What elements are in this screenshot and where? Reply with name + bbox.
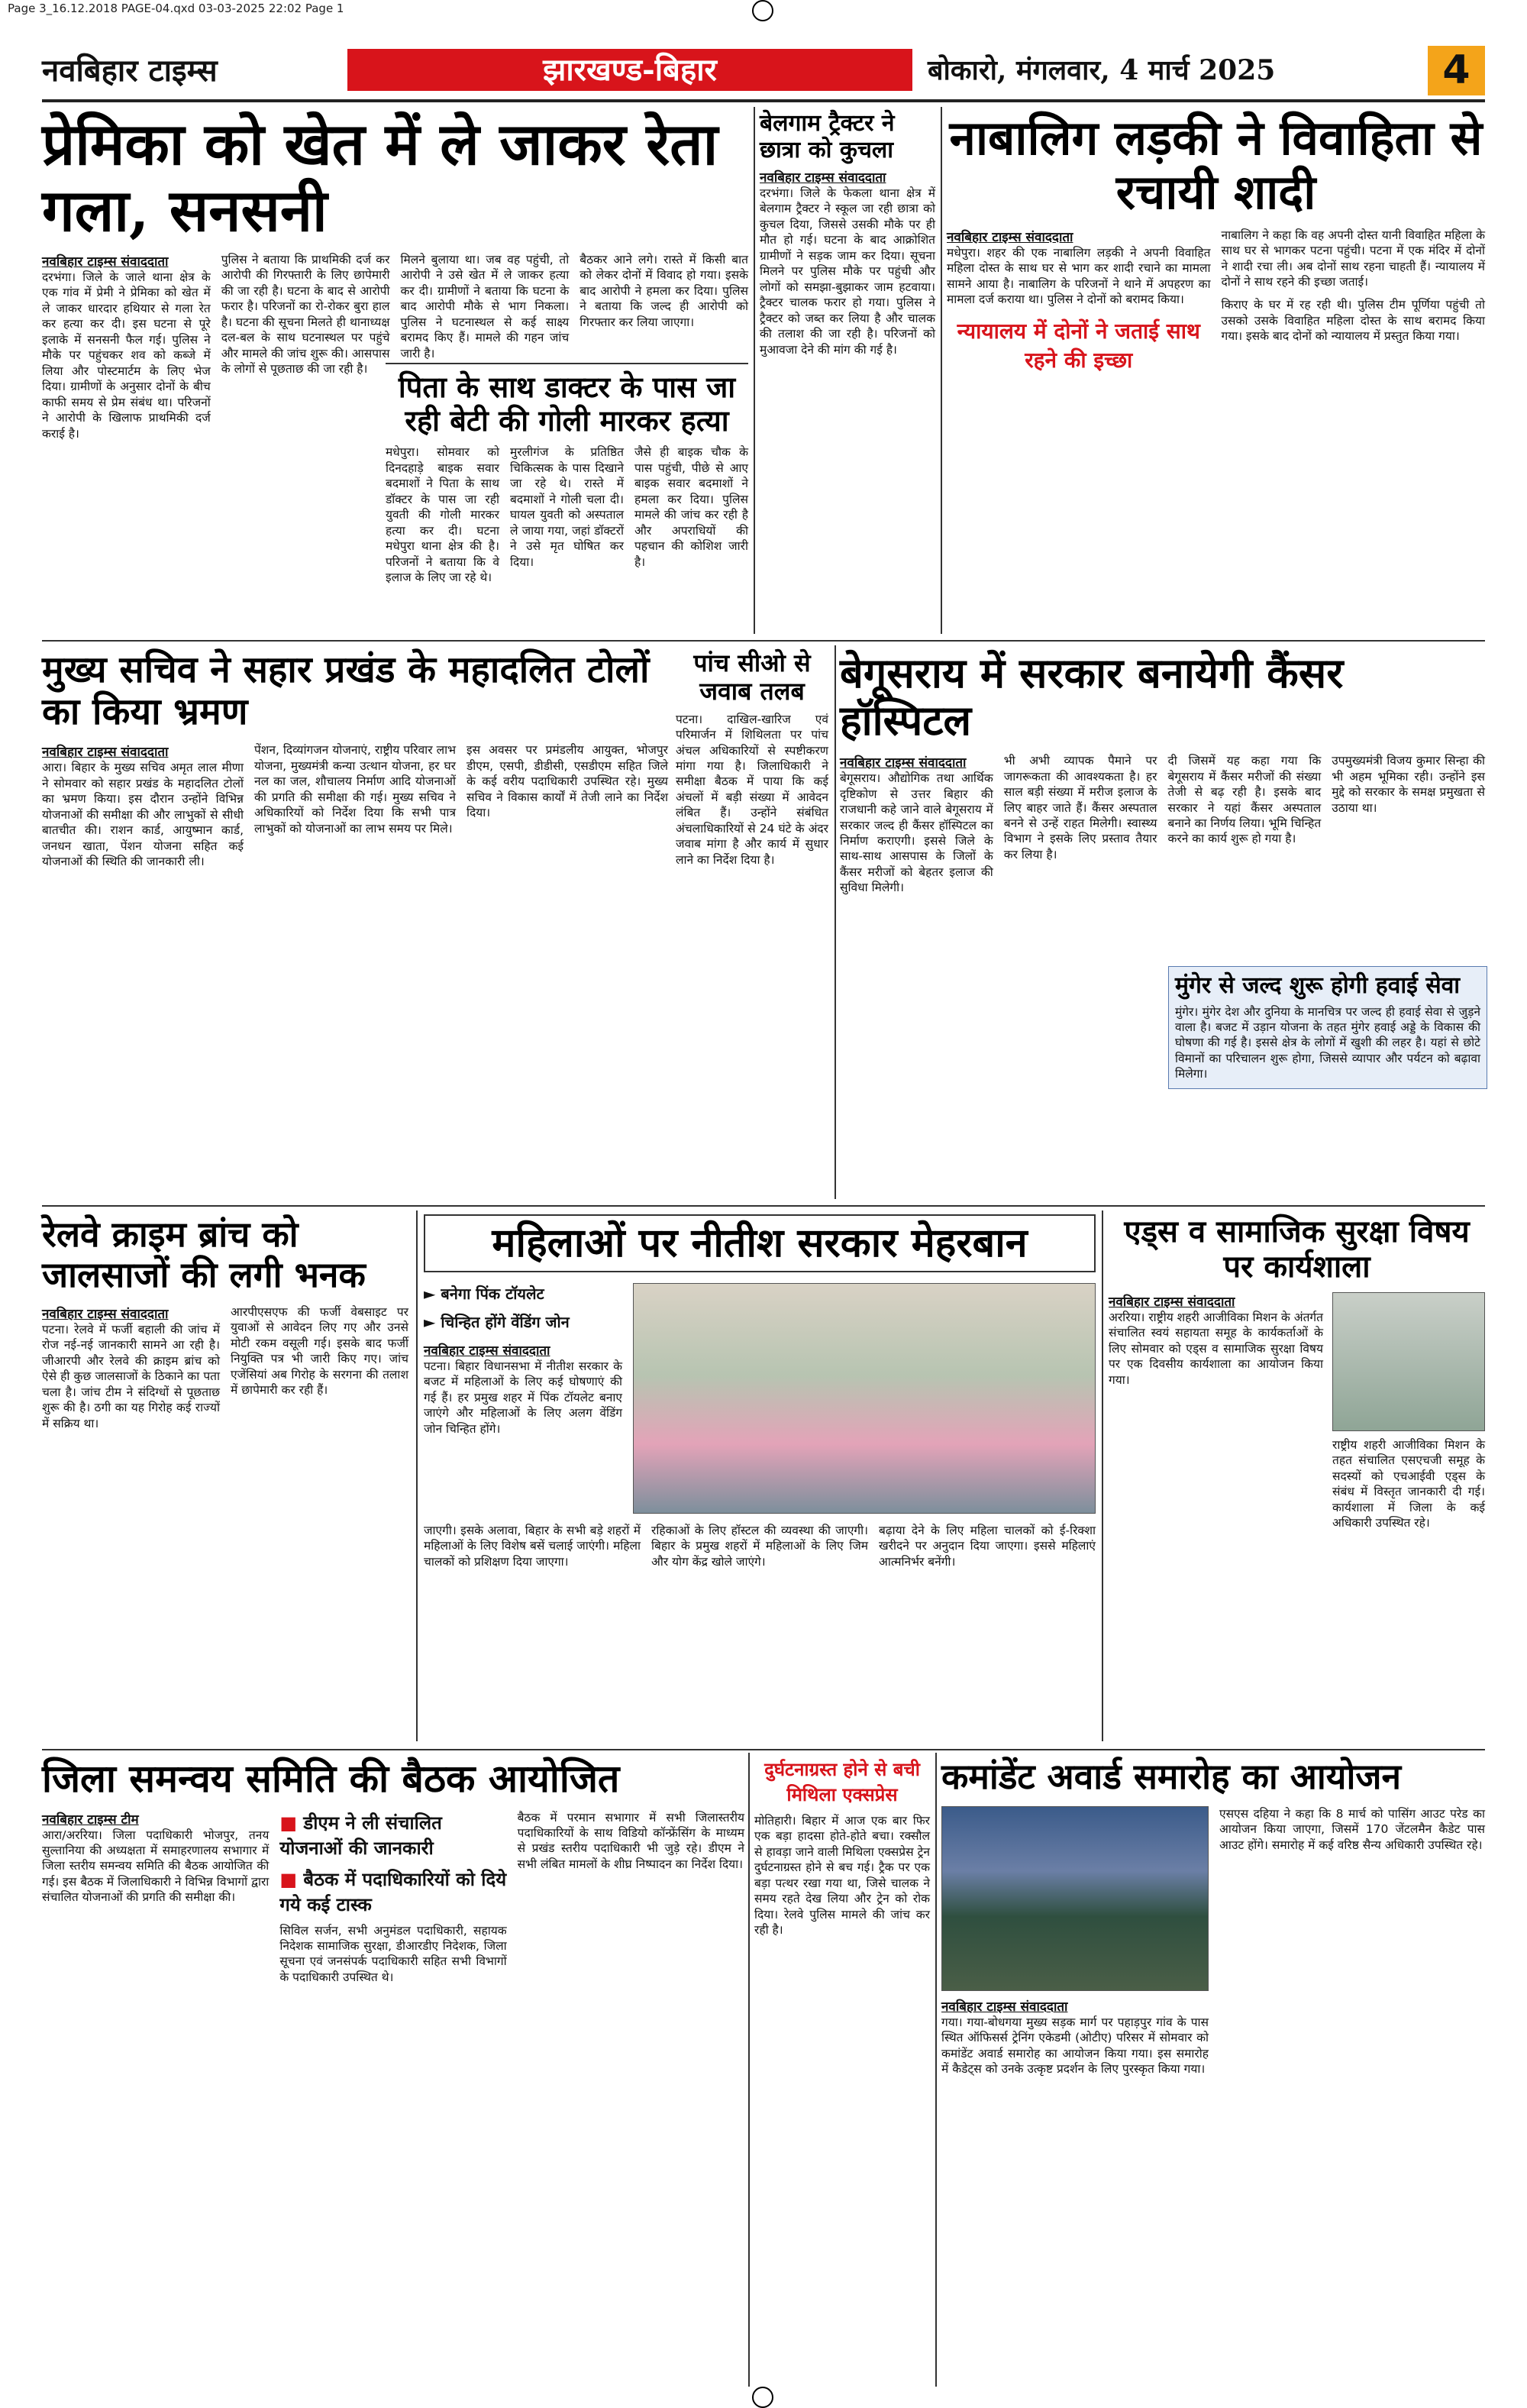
subheading — [279, 1810, 506, 1860]
story-minor-marriage — [947, 111, 1485, 383]
body-text: बढ़ाया देने के लिए महिला चालकों को ई-रिक्शा खरीदने पर अनुदान दिया जाएगा। इससे महिलाएं आत्मनिर्भर बनेंगी। — [879, 1523, 1096, 1569]
headline: पिता के साथ डाक्टर के पास जा रही बेटी की गोली मारकर हत्या — [398, 370, 736, 438]
story-five-co — [676, 649, 828, 868]
story-railway-crime — [42, 1214, 408, 1431]
body-text: उपमुख्यमंत्री विजय कुमार सिन्हा की भी अहम भूमिका रही। उन्होंने इस मुद्दे को सरकार के समक्ष प्रमुखता से उठाया था। — [1332, 754, 1485, 815]
story-district-coordination — [42, 1757, 744, 1985]
story-chief-secretary — [42, 649, 668, 870]
masthead — [42, 46, 1485, 95]
body-text: किराए के घर में रह रही थी। पुलिस टीम पूर्णिया पहुंची तो उसको उसके विवाहित महिला दोस्त के साथ बरामद किया गया। इसके बाद दोनों को न्यायालय में प्रस्तुत किया गया। — [1221, 298, 1485, 344]
bullet-icon: ■ — [279, 1811, 298, 1834]
column-rule — [935, 1753, 937, 2387]
body-text: मुंगेर। मुंगेर देश और दुनिया के मानचित्र पर जल्द ही हवाई सेवा से जुड़ने वाला है। बजट में उड़ान योजना के तहत मुंगेर हवाई अड्डे के विकास की घोषणा की गई है। इससे क्षेत्र के लोगों में खुशी की लहर है। यहां से छोटे विमानों का परिचालन शुरू होगा, जिससे व्यापार और पर्यटन को बढ़ावा मिलेगा। — [1175, 1004, 1480, 1081]
women-group-photo — [633, 1283, 1096, 1514]
brand-name: नवबिहार टाइम्स — [42, 53, 218, 89]
workshop-photo — [1332, 1292, 1485, 1431]
body-text: जैसे ही बाइक चौक के पास पहुंची, पीछे से आए बाइक सवार बदमाशों ने हमला कर दिया। पुलिस मामले की जांच कर रही है और अपराधियों की पहचान की कोशिश जारी है। — [634, 445, 748, 569]
body-text: पटना। बिहार विधानसभा में नीतीश सरकार के बजट में महिलाओं के लिए कई घोषणाएं की गई हैं। हर प्रमुख शहर में पिंक टॉयलेट बनाए जाएंगे और महिलाओं के लिए अलग वेंडिंग जोन चिन्हित होंगे। — [424, 1359, 622, 1436]
story-aids-workshop — [1109, 1214, 1485, 1531]
byline: नवबिहार टाइम्स संवाददाता — [42, 254, 169, 270]
headline: कमांडेंट अवार्ड समारोह का आयोजन — [941, 1756, 1402, 1797]
body-text: इस अवसर पर प्रमंडलीय आयुक्त, भोजपुर डीएम, एसपी, डीडीसी, एसडीएम सहित जिले के कई वरीय पदाधिकारी उपस्थित रहे। मुख्य सचिव ने विकास कार्यों में तेजी लाने का निर्देश दिया। — [466, 743, 668, 820]
story-lover-murder — [42, 111, 748, 244]
headline: मुख्य सचिव ने सहार प्रखंड के महादलित टोलों का किया भ्रमण — [42, 648, 650, 734]
body-text: बैठक में परमान सभागार में सभी जिलास्तरीय पदाधिकारियों के साथ विडियो कॉन्फ्रेंसिंग के माध्यम से प्रखंड स्तरीय पदाधिकारी भी जुड़े रहे। डीएम ने सभी लंबित मामलों के शीघ्र निष्पादन का निर्देश दिया। — [517, 1810, 744, 1871]
body-text: आरपीएसएफ की फर्जी वेबसाइट पर युवाओं से आवेदन लिए गए और उनसे मोटी रकम वसूली गई। इसके बाद फर्जी नियुक्ति पत्र भी जारी किए गए। जांच एजेंसियां अब गिरोह के सरगना की तलाश में छापेमारी कर रही हैं। — [231, 1304, 408, 1398]
body-text: बैठकर आने लगे। रास्ते में किसी बात को लेकर दोनों में विवाद हो गया। इसके बाद आरोपी ने हमला कर दिया। पुलिस ने बताया कि जल्द ही आरोपी को गिरफ्तार कर लिया जाएगा। — [579, 253, 748, 329]
body-text: दरभंगा। जिले के जाले थाना क्षेत्र के एक गांव में प्रेमी ने प्रेमिका को खेत में ले जाकर धारदार हथियार से गला रेत कर हत्या कर दी। इस घटना से पूरे इलाके में सनसनी फैल गई। पुलिस ने मौके पर पहुंचकर शव को कब्जे में लिया और पोस्टमार्टम के लिए भेज दिया। ग्रामीणों के अनुसार दोनों के बीच काफी समय से प्रेम संबंध था। परिजनों ने आरोपी के खिलाफ प्राथमिकी दर्ज कराई है। — [42, 270, 211, 441]
byline: नवबिहार टाइम्स संवाददाता — [42, 745, 169, 761]
body-text: पुलिस ने बताया कि प्राथमिकी दर्ज कर आरोपी की गिरफ्तारी के लिए छापेमारी की जा रही है। घटना के बाद से आरोपी फरार है। परिजनों का रो-रोकर बुरा हाल है। घटना की सूचना मिलते ही थानाध्यक्ष दल-बल के साथ घटनास्थल पर पहुंचे और मामले की जांच शुरू की। आसपास के लोगों से पूछताछ की जा रही है। — [221, 253, 390, 377]
registration-mark-icon — [752, 2387, 773, 2408]
subheading-text: डीएम ने ली संचालित योजनाओं की जानकारी — [279, 1811, 442, 1859]
story-women-govt — [424, 1214, 1096, 1569]
headline: प्रेमिका को खेत में ले जाकर रेता गला, सनसनी — [42, 110, 718, 245]
body-text: मोतिहारी। बिहार में आज एक बार फिर एक बड़ा हादसा होते-होते बचा। रक्सौल से हावड़ा जाने वाली मिथिला एक्सप्रेस ट्रेन दुर्घटनाग्रस्त होने से बच गई। ट्रैक पर एक बड़ा पत्थर रखा गया था, जिसे चालक ने समय रहते देख लिया और ट्रेन को रोक दिया। रेलवे पुलिस मामले की जांच कर रही है। — [754, 1814, 930, 1938]
body-text: अररिया। राष्ट्रीय शहरी आजीविका मिशन के अंतर्गत संचालित स्वयं सहायता समूह के कार्यकर्ताओं के लिए सोमवार को एड्स व सामाजिक सुरक्षा विषय पर एक दिवसीय कार्यशाला का आयोजन किया गया। — [1109, 1311, 1323, 1387]
headline: बेलगाम ट्रैक्टर ने छात्रा को कुचला — [760, 110, 895, 163]
body-text: बेगूसराय। औद्योगिक तथा आर्थिक दृष्टिकोण से उत्तर बिहार की राजधानी कहे जाने वाले बेगूसराय में सरकार जल्द ही कैंसर हॉस्पिटल का निर्माण कराएगी। इससे जिले के साथ-साथ आसपास के जिलों के कैंसर मरीजों को बेहतर इलाज की सुविधा मिलेगी। — [840, 771, 993, 895]
headline: पांच सीओ से जवाब तलब — [693, 648, 811, 706]
section-rule — [42, 640, 1485, 642]
body-text: मिलने बुलाया था। जब वह पहुंची, तो आरोपी ने उसे खेत में ले जाकर हत्या कर दी। ग्रामीणों ने बताया कि घटना के बाद आरोपी मौके से भाग निकला। पुलिस ने घटनास्थल से कई साक्ष्य बरामद किए हैं। मामले की गहन जांच जारी है। — [400, 253, 570, 360]
body-text: भी अभी व्यापक पैमाने पर जागरूकता की आवश्यकता है। हर साल बड़ी संख्या में मरीज इलाज के लिए बाहर जाते हैं। कैंसर अस्पताल बनने से उन्हें राहत मिलेगी। स्वास्थ्य विभाग ने इसके लिए प्रस्ताव तैयार कर लिया है। — [1003, 754, 1157, 861]
column-rule — [941, 107, 942, 634]
body-text: आरा/अररिया। जिला पदाधिकारी भोजपुर, तनय सुल्तानिया की अध्यक्षता में समाहरणालय सभागार में जिला स्तरीय समन्वय समिति की बैठक आयोजित की गई। इस बैठक में जिलाधिकारी ने विभिन्न विभागों द्वारा संचालित योजनाओं की प्रगति की समीक्षा की। — [42, 1828, 270, 1905]
headline: रेलवे क्राइम ब्रांच को जालसाजों की लगी भनक — [42, 1214, 366, 1295]
headline: एड्स व सामाजिक सुरक्षा विषय पर कार्यशाला — [1124, 1214, 1470, 1285]
section-rule — [42, 1749, 1485, 1750]
byline: नवबिहार टाइम्स संवाददाता — [1109, 1295, 1235, 1310]
body-text: नाबालिग ने कहा कि वह अपनी दोस्त यानी विवाहित महिला के साथ घर से भागकर पटना पहुंची। पटना में एक मंदिर में दोनों ने शादी रचा ली। अब दोनों साथ रहना चाहती हैं। न्यायालय में दोनों ने साथ रहने की इच्छा जताई। — [1221, 228, 1485, 289]
headline: महिलाओं पर नीतीश सरकार मेहरबान — [424, 1214, 1096, 1272]
headline: मुंगेर से जल्द शुरू होगी हवाई सेवा — [1175, 972, 1461, 999]
column-rule — [748, 1753, 750, 2387]
subheading — [279, 1867, 506, 1917]
bullet-text: बनेगा पिंक टॉयलेट — [441, 1284, 544, 1303]
region-banner: झारखण्ड-बिहार — [347, 49, 912, 91]
headline: जिला समन्वय समिति की बैठक आयोजित — [42, 1756, 620, 1801]
body-text: पेंशन, दिव्यांगजन योजनाएं, राष्ट्रीय परिवार लाभ योजना, मुख्यमंत्री कन्या उत्थान योजना, हर घर नल का जल, शौचालय निर्माण आदि योजनाओं की प्रगति की समीक्षा की गई। मुख्य सचिव ने अधिकारियों को निर्देश दिया कि सभी पात्र लाभुकों को योजनाओं का लाभ समय पर मिले। — [254, 743, 456, 836]
story-munger-air — [1168, 966, 1487, 1089]
subheading-text: बैठक में पदाधिकारियों को दिये गये कई टास्क — [279, 1867, 507, 1915]
byline: नवबिहार टाइम्स संवाददाता — [941, 1999, 1068, 2015]
column-rule — [416, 1210, 418, 1741]
body-text: मुरलीगंज के प्रतिष्ठित चिकित्सक के पास दिखाने जा रहे थे। रास्ते में बदमाशों ने गोली चला दी। घायल युवती को अस्पताल ले जाया गया, जहां डॉक्टरों ने उसे मृत घोषित कर दिया। — [510, 445, 624, 569]
headline: नाबालिग लड़की ने विवाहिता से रचायी शादी — [949, 110, 1483, 221]
bullet-item: ► चिन्हित होंगे वेंडिंग जोन — [424, 1312, 570, 1331]
body-text: मधेपुरा। सोमवार को दिनदहाड़े बाइक सवार बदमाशों ने पिता के साथ डॉक्टर के पास जा रही युवती की गोली मारकर हत्या कर दी। घटना मधेपुरा थाना क्षेत्र की है। परिजनों ने बताया कि वे इलाज के लिए जा रहे थे। — [386, 445, 499, 584]
bullet-item: ► बनेगा पिंक टॉयलेट — [424, 1284, 544, 1303]
headline: बेगूसराय में सरकार बनायेगी कैंसर हॉस्पिटल — [840, 648, 1344, 745]
body-text: एसएस दहिया ने कहा कि 8 मार्च को पासिंग आउट परेड का आयोजन किया जाएगा, जिसमें 170 जेंटलमैन कैडेट पास आउट होंगे। समारोह में कई वरिष्ठ सैन्य अधिकारी उपस्थित रहे। — [1219, 1806, 1485, 1852]
registration-mark-icon — [752, 0, 773, 21]
pullquote: न्यायालय में दोनों ने जताई साथ रहने की इच्छा — [957, 318, 1200, 373]
body-text: राष्ट्रीय शहरी आजीविका मिशन के तहत संचालित एसएचजी समूह के सदस्यों को एचआईवी एड्स के संबंध में विस्तृत जानकारी दी गई। कार्यशाला में जिला के कई अधिकारी उपस्थित रहे। — [1332, 1438, 1485, 1530]
story-tractor — [760, 111, 935, 357]
byline: नवबिहार टाइम्स संवाददाता — [424, 1343, 550, 1359]
body-text: दरभंगा। जिले के फेकला थाना क्षेत्र में बेलगाम ट्रैक्टर ने स्कूल जा रही छात्रा को कुचल दिया, जिससे उसकी मौके पर ही मौत हो गई। घटना के बाद आक्रोशित ग्रामीणों ने सड़क जाम कर दिया। सूचना मिलने पर पुलिस मौके पर पहुंची और लोगों को समझा-बुझाकर जाम हटवाया। ट्रैक्टर चालक फरार हो गया। पुलिस ने ट्रैक्टर को जब्त कर लिया है और चालक की तलाश की जा रही है। परिजनों को मुआवजा देने की मांग की गई है। — [760, 186, 935, 357]
column-rule — [835, 645, 836, 1199]
body-text: पटना। दाखिल-खारिज एवं परिमार्जन में शिथिलता पर पांच अंचल अधिकारियों से स्पष्टीकरण मांगा गया है। जिलाधिकारी ने समीक्षा बैठक में पाया कि कई अंचलों में बड़ी संख्या में आवेदन लंबित हैं। उन्होंने संबंधित अंचलाधिकारियों से 24 घंटे के अंदर जवाब मांगा है और कार्य में सुधार लाने का निर्देश दिया है। — [676, 712, 828, 867]
column-rule — [754, 107, 755, 634]
byline: नवबिहार टाइम्स संवाददाता — [42, 1306, 169, 1322]
page-number: 4 — [1428, 46, 1485, 95]
story-commandant-award — [941, 1757, 1485, 2077]
body-text: पटना। रेलवे में फर्जी बहाली की जांच में रोज नई-नई जानकारी सामने आ रही है। जीआरपी और रेलवे की क्राइम ब्रांच को ऐसे ही कुछ जालसाजों के ठिकाने का पता चला है। जांच टीम ने संदिग्धों से पूछताछ शुरू की है। ठगी का यह गिरोह कई राज्यों में सक्रिय था। — [42, 1322, 220, 1430]
byline: नवबिहार टाइम्स संवाददाता — [760, 170, 886, 186]
body-text: मधेपुरा। शहर की एक नाबालिग लड़की ने अपनी विवाहित महिला दोस्त के साथ घर से भाग कर शादी रचाने का मामला सामने आया है। नाबालिग के परिजनों ने थाने में अपहरण का मामला दर्ज कराया था। पुलिस ने दोनों को बरामद किया। — [947, 245, 1211, 306]
file-header: Page 3_16.12.2018 PAGE-04.qxd 03-03-2025 22:02 Page 1 — [8, 2, 344, 15]
body-text: सिविल सर्जन, सभी अनुमंडल पदाधिकारी, सहायक निदेशक सामाजिक सुरक्षा, डीआरडीए निदेशक, जिला सूचना एवं जनसंपर्क पदाधिकारी सहित सभी विभागों के पदाधिकारी उपस्थित थे। — [279, 1923, 507, 1984]
body-text: गया। गया-बोधगया मुख्य सड़क मार्ग पर पहाड़पुर गांव के पास स्थित ऑफिसर्स ट्रेनिंग एकेडमी (ओटीए) परिसर में सोमवार को कमांडेंट अवार्ड समारोह का आयोजन किया गया। इस समारोह में कैडेट्स को उनके उत्कृष्ट प्रदर्शन के लिए पुरस्कृत किया गया। — [941, 2015, 1209, 2077]
column-rule — [1102, 1210, 1103, 1741]
dateline: बोकारो, मंगलवार, 4 मार्च 2025 — [928, 54, 1276, 86]
body-text: रहिकाओं के लिए हॉस्टल की व्यवस्था की जाएगी। बिहार के प्रमुख शहरों में महिलाओं के लिए जिम और योग केंद्र खोले जाएंगे। — [651, 1523, 868, 1569]
body-text: आरा। बिहार के मुख्य सचिव अमृत लाल मीणा ने सोमवार को सहार प्रखंड के महादलित टोलों का भ्रमण किया। इस दौरान उन्होंने विभिन्न योजनाओं की समीक्षा की और लाभुकों से सीधी बातचीत की। राशन कार्ड, आयुष्मान कार्ड, जनधन खाता, पेंशन योजना सहित कई योजनाओं की स्थिति की जानकारी ली। — [42, 761, 244, 869]
story-cancer-hospital — [840, 649, 1485, 896]
byline: नवबिहार टाइम्स संवाददाता — [840, 755, 967, 771]
story-daughter-shot — [386, 363, 748, 585]
byline: नवबिहार टाइम्स संवाददाता — [947, 229, 1073, 245]
byline: नवबिहार टाइम्स टीम — [42, 1812, 139, 1828]
award-ceremony-photo — [941, 1806, 1209, 1991]
story-mithila-express — [754, 1757, 930, 1938]
body-text: दी जिसमें यह कहा गया कि बेगूसराय में कैंसर मरीजों की संख्या तेजी से बढ़ रही है। इसके बाद सरकार ने यहां कैंसर अस्पताल बनाने का निर्णय लिया। भूमि चिन्हित करने का कार्य शुरू हो गया है। — [1167, 754, 1322, 846]
header-rule — [42, 99, 1485, 102]
headline: दुर्घटनाग्रस्त होने से बची मिथिला एक्सप्रेस — [764, 1758, 920, 1805]
bullet-icon: ■ — [279, 1867, 298, 1890]
section-rule — [42, 1205, 1485, 1207]
body-text: जाएगी। इसके अलावा, बिहार के सभी बड़े शहरों में महिलाओं के लिए विशेष बसें चलाई जाएंगी। महिला चालकों को प्रशिक्षण दिया जाएगा। — [424, 1523, 641, 1569]
bullet-text: चिन्हित होंगे वेंडिंग जोन — [441, 1312, 570, 1331]
